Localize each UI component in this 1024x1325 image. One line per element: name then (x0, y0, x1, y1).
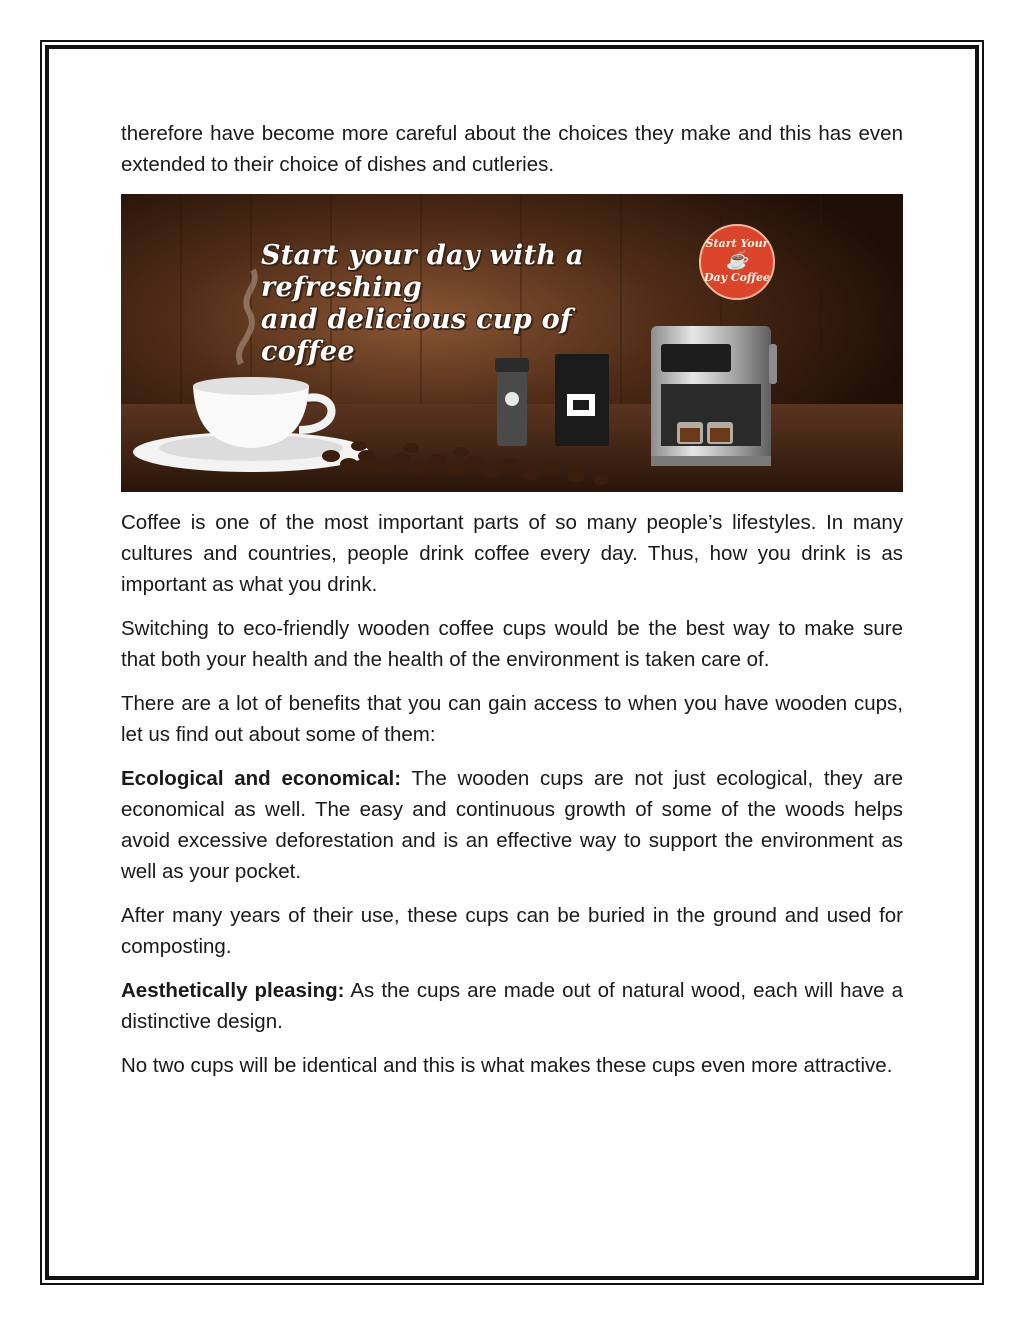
aesthetic-text: As the cups are made out of natural wood, each will have a distinctive design. (121, 979, 903, 1033)
paragraph-benefits: There are a lot of benefits that you can gain access to when you have wooden cups, let us find out about some of them: (121, 692, 903, 746)
banner-headline (261, 240, 661, 368)
coffee-cup-icon: ☕ (725, 250, 749, 271)
intro-paragraph: therefore have become more careful about the choices they make and this has even extended to their choice of dishes and cutleries. (121, 122, 903, 176)
coffee-banner-image (121, 194, 903, 492)
logo-line2: Day Coffee (703, 271, 771, 284)
document-body (121, 118, 903, 1094)
ecological-text: The wooden cups are not just ecological, they are economical as well. The easy and continuous growth of some of the woods helps avoid excessive deforestation and is an effective way to support the environment as well as your pocket. (121, 767, 903, 883)
paragraph-ecological (121, 763, 903, 887)
paragraph-coffee-lifestyle: Coffee is one of the most important parts of so many people’s lifestyles. In many cultures and countries, people drink coffee every day. Thus, how you drink is as important as what you drink. (121, 511, 903, 596)
ecological-heading: Ecological and economical: (121, 767, 402, 790)
paragraph-aesthetic (121, 975, 903, 1037)
aesthetic-heading: Aesthetically pleasing: (121, 979, 345, 1002)
logo-line1: Start Your (705, 237, 769, 250)
banner-headline-line2: and delicious cup of coffee (261, 304, 572, 367)
paragraph-composting: After many years of their use, these cups can be buried in the ground and used for composting. (121, 904, 903, 958)
banner-headline-line1: Start your day with a refreshing (261, 240, 584, 303)
paragraph-closing: No two cups will be identical and this is what makes these cups even more attractive. (121, 1054, 893, 1077)
paragraph-switching: Switching to eco-friendly wooden coffee cups would be the best way to make sure that both your health and the health of the environment is taken care of. (121, 617, 903, 671)
brand-logo (699, 224, 775, 300)
